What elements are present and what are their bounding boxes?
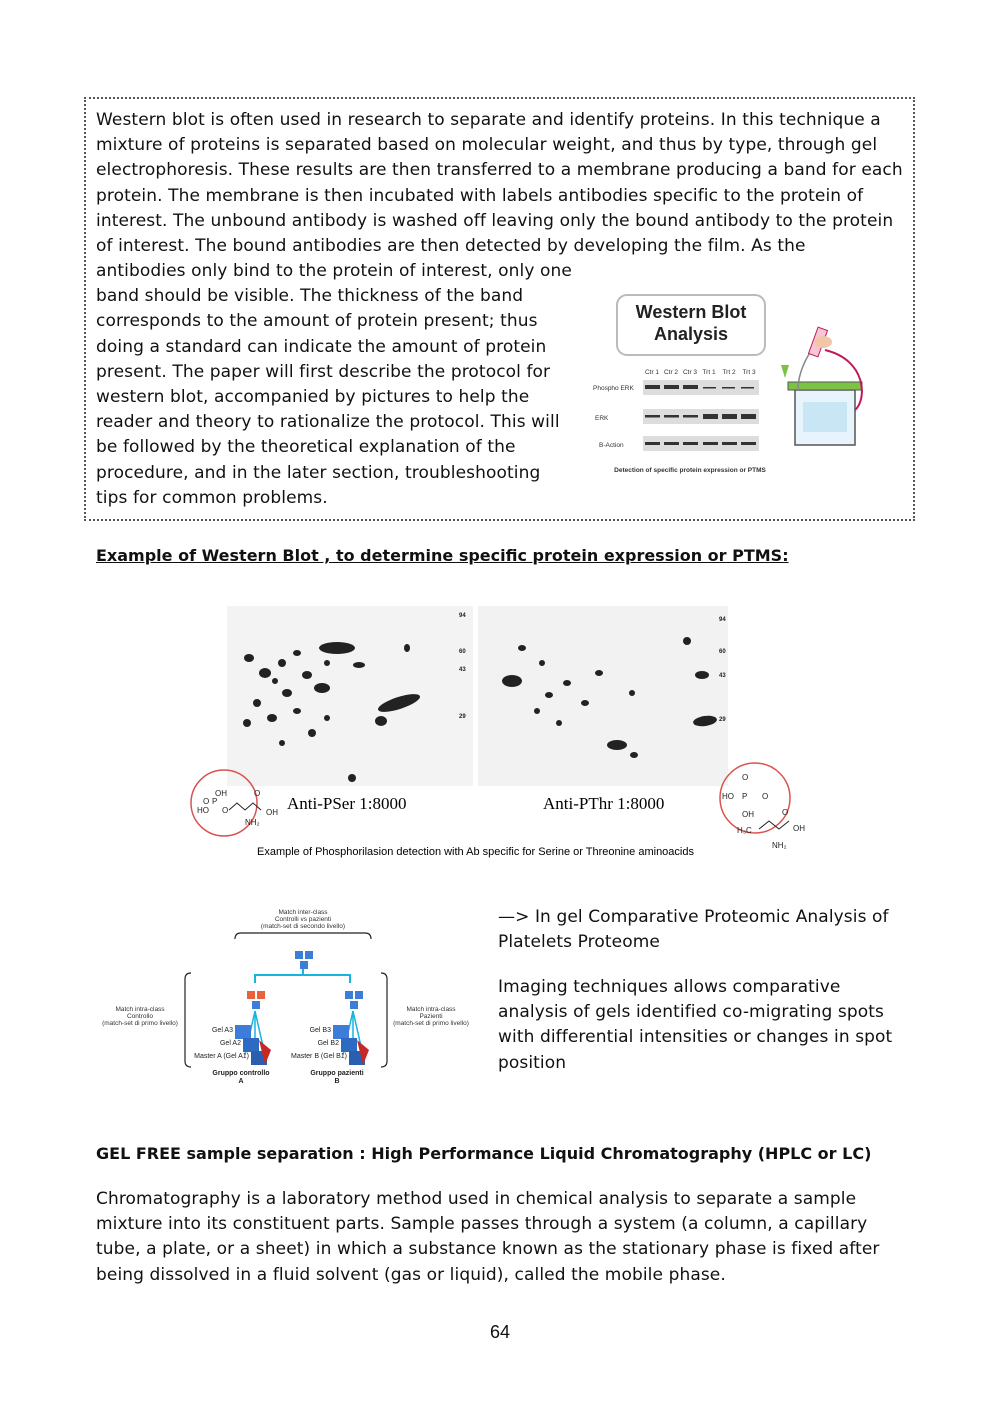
marker-label: 29 [719, 717, 726, 723]
svg-text:O: O [782, 808, 789, 817]
marker-label: 43 [719, 673, 726, 679]
svg-text:NH₂: NH₂ [772, 841, 787, 850]
svg-text:H₃C: H₃C [737, 826, 752, 835]
svg-text:OH: OH [215, 789, 227, 798]
svg-text:OH: OH [793, 824, 805, 833]
svg-text:O: O [742, 773, 749, 782]
gel-label: Gel B2 [317, 1040, 339, 1047]
right-label-line: Match intra-class [406, 1006, 456, 1013]
gel-right [478, 606, 728, 786]
svg-text:OH: OH [266, 808, 278, 817]
gel-free-heading: GEL FREE sample separation : High Performance Liquid Chromatography (HPLC or LC) [96, 1144, 872, 1163]
right-label-line: Pazienti [419, 1013, 443, 1020]
row-label: Phospho ERK [593, 385, 634, 392]
group-b-label: Gruppo pazienti [310, 1070, 364, 1077]
lane-label: Trt 3 [742, 369, 756, 376]
electrophoresis-tank-icon [781, 327, 862, 445]
svg-text:O: O [222, 806, 229, 815]
top-label-line: (match-set di secondo livello) [260, 923, 346, 930]
side-heading: —> In gel Comparative Proteomic Analysis of Platelets Proteome [498, 907, 889, 953]
marker-label: 94 [719, 617, 726, 623]
svg-text:NH₂: NH₂ [245, 818, 260, 827]
gel-label: Master A (Gel A1) [194, 1053, 249, 1060]
group-a-letter: A [238, 1078, 244, 1085]
western-blot-figure [585, 290, 885, 485]
gel-label: Gel B3 [309, 1027, 331, 1034]
svg-text:HO: HO [722, 792, 734, 801]
svg-text:P: P [212, 797, 218, 806]
phosphothreonine-structure [722, 773, 805, 850]
left-bracket [185, 973, 191, 1067]
wb-title-line2: Analysis [653, 324, 729, 344]
intro-paragraph: Western blot is often used in research to separate and identify proteins. In this technique a mixture of proteins is separated based on molecular weight, and thus by type, through gel electrophoresis. These results are then transferred to a membrane producing a band for each protein. The membrane is then incubated with labels antibodies specific to the protein of interest. The unbound antibody is washed off leaving only the bound antibody to the protein of interest. The bound antibodies are then detected by developing the film. As the [96, 110, 903, 257]
lane-label: Ctr 2 [663, 369, 679, 376]
connector-lines [255, 975, 350, 983]
lane-label: Trt 1 [702, 369, 716, 376]
wb-figure-caption: Detection of specific protein expression or PTMS [614, 467, 766, 474]
gel-figure-caption: Example of Phosphorilasion detection with Ab specific for Serine or Threonine aminoacids [257, 846, 694, 858]
side-paragraph: Imaging techniques allows comparative analysis of gels identified co-migrating spots with differential intensities or changes in spot position [498, 977, 893, 1073]
svg-text:O: O [762, 792, 769, 801]
gel-free-paragraph: Chromatography is a laboratory method used in chemical analysis to separate a sample mixture into its constituent parts. Sample passes through a system (a column, a capillary tube, a plate, or a sheet) in which a substance known as the stationary phase is fixed after being dissolved in a fluid solvent (gas or liquid), called the mobile phase. [96, 1189, 880, 1285]
lane-label: Ctr 3 [682, 369, 698, 376]
svg-text:O: O [254, 789, 261, 798]
top-bracket [235, 933, 371, 939]
anti-pthr-label: Anti-PThr 1:8000 [543, 794, 665, 813]
marker-label: 29 [459, 714, 466, 720]
left-label-line: Controllo [126, 1013, 154, 1020]
wb-lane-labels [645, 369, 756, 376]
gel-label: Master B (Gel B1) [290, 1053, 347, 1060]
row-label: B-Action [599, 442, 624, 449]
svg-text:OH: OH [742, 810, 754, 819]
left-label-line: (match-set di primo livello) [102, 1020, 178, 1027]
intro-paragraph-continued: antibodies only bind to the protein of interest, only one band should be visible. The thickness of the band corresponds to the amount of protein present; thus doing a standard can indicate the amount of protein present. The paper will first describe the protocol for western blot, accompanied by pictures to help the reader and theory to rationalize the protocol. This will be followed by the theoretical explanation of the procedure, and in the later section, troubleshooting tips for common problems. [96, 261, 572, 508]
marker-label: 60 [459, 649, 466, 655]
lane-label: Ctr 1 [644, 369, 660, 376]
gel-label: Gel A2 [219, 1040, 241, 1047]
top-label-line: Controlli vs pazienti [274, 916, 332, 923]
group-a-label: Gruppo controllo [212, 1070, 270, 1077]
example-heading: Example of Western Blot , to determine specific protein expression or PTMS: [96, 546, 789, 565]
right-bracket [381, 973, 387, 1067]
right-label-line: (match-set di primo livello) [393, 1020, 469, 1027]
top-label-line: Match inter-class [278, 909, 328, 916]
row-label: ERK [595, 415, 609, 422]
marker-label: 60 [719, 649, 726, 655]
group-b-letter: B [334, 1078, 340, 1085]
gel-label: Gel A3 [211, 1027, 233, 1034]
wb-title-line1: Western Blot [635, 302, 747, 322]
svg-text:O: O [203, 797, 210, 806]
left-label-line: Match intra-class [115, 1006, 165, 1013]
phosphoserine-structure [197, 789, 278, 827]
page-number: 64 [489, 1322, 511, 1342]
comparative-diagram [95, 905, 485, 1095]
lane-label: Trt 2 [722, 369, 736, 376]
anti-pser-label: Anti-PSer 1:8000 [287, 794, 407, 813]
gel-left [227, 606, 473, 786]
svg-text:HO: HO [197, 806, 209, 815]
marker-label: 43 [459, 667, 466, 673]
marker-label: 94 [459, 613, 466, 619]
svg-text:P: P [742, 792, 748, 801]
phospho-gel-figure [187, 603, 817, 858]
